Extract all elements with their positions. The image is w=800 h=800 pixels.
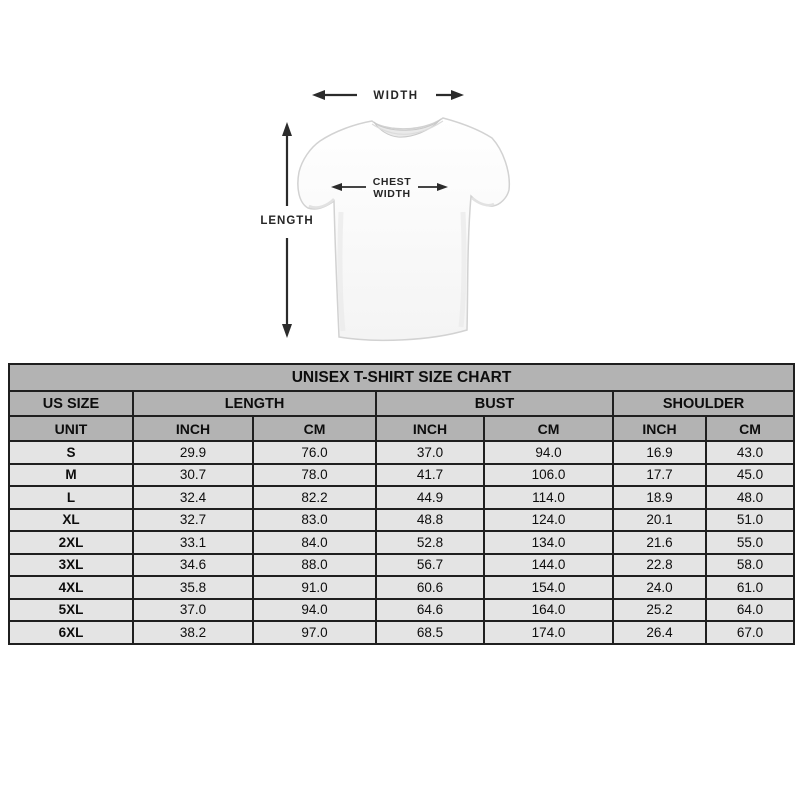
row-xl xyxy=(9,509,794,532)
row-3xl xyxy=(9,554,794,577)
unit-shoulder-inch: INCH xyxy=(613,416,706,441)
value-cell: 164.0 xyxy=(484,599,613,622)
value-cell: 78.0 xyxy=(253,464,376,487)
value-cell: 67.0 xyxy=(706,621,794,644)
unit-bust-inch: INCH xyxy=(376,416,484,441)
value-cell: 124.0 xyxy=(484,509,613,532)
header-shoulder: SHOULDER xyxy=(613,391,794,416)
value-cell: 41.7 xyxy=(376,464,484,487)
value-cell: 144.0 xyxy=(484,554,613,577)
value-cell: 83.0 xyxy=(253,509,376,532)
value-cell: 34.6 xyxy=(133,554,253,577)
value-cell: 21.6 xyxy=(613,531,706,554)
table-title-row xyxy=(9,364,794,391)
value-cell: 88.0 xyxy=(253,554,376,577)
tshirt-image xyxy=(298,118,509,340)
value-cell: 84.0 xyxy=(253,531,376,554)
value-cell: 55.0 xyxy=(706,531,794,554)
header-bust: BUST xyxy=(376,391,613,416)
row-5xl xyxy=(9,599,794,622)
value-cell: 94.0 xyxy=(253,599,376,622)
value-cell: 64.6 xyxy=(376,599,484,622)
value-cell: 45.0 xyxy=(706,464,794,487)
size-cell: 3XL xyxy=(9,554,133,577)
size-cell: XL xyxy=(9,509,133,532)
value-cell: 48.8 xyxy=(376,509,484,532)
length-label: LENGTH xyxy=(260,215,314,227)
value-cell: 22.8 xyxy=(613,554,706,577)
size-cell: L xyxy=(9,486,133,509)
width-label: WIDTH xyxy=(373,90,419,102)
value-cell: 20.1 xyxy=(613,509,706,532)
value-cell: 60.6 xyxy=(376,576,484,599)
unit-length-inch: INCH xyxy=(133,416,253,441)
header-us-size: US SIZE xyxy=(9,391,133,416)
size-cell: 6XL xyxy=(9,621,133,644)
value-cell: 35.8 xyxy=(133,576,253,599)
row-m xyxy=(9,464,794,487)
measurement-diagram xyxy=(0,0,800,363)
value-cell: 174.0 xyxy=(484,621,613,644)
value-cell: 33.1 xyxy=(133,531,253,554)
value-cell: 25.2 xyxy=(613,599,706,622)
unit-shoulder-cm: CM xyxy=(706,416,794,441)
value-cell: 94.0 xyxy=(484,441,613,464)
value-cell: 56.7 xyxy=(376,554,484,577)
header-length: LENGTH xyxy=(133,391,376,416)
value-cell: 37.0 xyxy=(133,599,253,622)
row-2xl xyxy=(9,531,794,554)
chest-width-label-line1: CHEST xyxy=(372,176,412,188)
row-l xyxy=(9,486,794,509)
table-unit-row xyxy=(9,416,794,441)
row-4xl xyxy=(9,576,794,599)
unit-length-cm: CM xyxy=(253,416,376,441)
value-cell: 43.0 xyxy=(706,441,794,464)
value-cell: 114.0 xyxy=(484,486,613,509)
size-cell: 5XL xyxy=(9,599,133,622)
value-cell: 32.4 xyxy=(133,486,253,509)
value-cell: 134.0 xyxy=(484,531,613,554)
value-cell: 97.0 xyxy=(253,621,376,644)
size-cell: 2XL xyxy=(9,531,133,554)
value-cell: 154.0 xyxy=(484,576,613,599)
value-cell: 76.0 xyxy=(253,441,376,464)
size-cell: 4XL xyxy=(9,576,133,599)
row-s xyxy=(9,441,794,464)
value-cell: 91.0 xyxy=(253,576,376,599)
value-cell: 32.7 xyxy=(133,509,253,532)
value-cell: 106.0 xyxy=(484,464,613,487)
chest-width-label-line2: WIDTH xyxy=(373,188,411,200)
value-cell: 48.0 xyxy=(706,486,794,509)
length-arrow xyxy=(282,122,292,338)
unit-label: UNIT xyxy=(9,416,133,441)
value-cell: 26.4 xyxy=(613,621,706,644)
table-group-header-row xyxy=(9,391,794,416)
value-cell: 30.7 xyxy=(133,464,253,487)
value-cell: 64.0 xyxy=(706,599,794,622)
value-cell: 68.5 xyxy=(376,621,484,644)
value-cell: 16.9 xyxy=(613,441,706,464)
value-cell: 52.8 xyxy=(376,531,484,554)
size-chart-table xyxy=(8,363,795,645)
value-cell: 17.7 xyxy=(613,464,706,487)
table-title: UNISEX T-SHIRT SIZE CHART xyxy=(9,364,794,391)
value-cell: 18.9 xyxy=(613,486,706,509)
size-cell: S xyxy=(9,441,133,464)
row-6xl xyxy=(9,621,794,644)
value-cell: 51.0 xyxy=(706,509,794,532)
value-cell: 44.9 xyxy=(376,486,484,509)
value-cell: 38.2 xyxy=(133,621,253,644)
size-cell: M xyxy=(9,464,133,487)
value-cell: 61.0 xyxy=(706,576,794,599)
value-cell: 29.9 xyxy=(133,441,253,464)
value-cell: 82.2 xyxy=(253,486,376,509)
value-cell: 24.0 xyxy=(613,576,706,599)
value-cell: 58.0 xyxy=(706,554,794,577)
unit-bust-cm: CM xyxy=(484,416,613,441)
value-cell: 37.0 xyxy=(376,441,484,464)
